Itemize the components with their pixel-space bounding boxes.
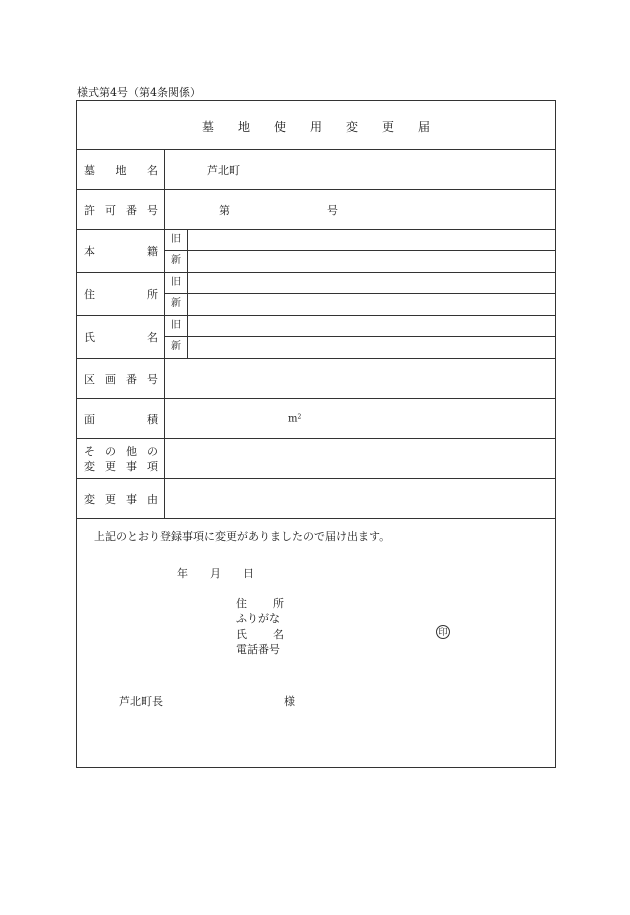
- name-old-label: 旧: [165, 316, 188, 336]
- name-new-row: [165, 337, 555, 358]
- row-plot-number: [77, 359, 555, 399]
- honseki-new-label: 新: [165, 251, 188, 272]
- title-row: [77, 101, 555, 150]
- honseki-old-row: [165, 230, 555, 251]
- date-year: 年: [177, 567, 188, 580]
- addressee-mayor: 芦北町長: [119, 695, 163, 708]
- name-old-row: [165, 316, 555, 337]
- date-day: 日: [243, 567, 254, 580]
- name-new-label: 新: [165, 337, 188, 358]
- area-unit: $m^2$: [288, 413, 302, 424]
- applicant-furigana: ふりがな: [236, 612, 280, 625]
- address-new-label: 新: [165, 294, 188, 315]
- seal-mark: 印: [436, 625, 450, 639]
- row-area: [77, 399, 555, 439]
- applicant-name: [236, 626, 284, 642]
- date-line: [177, 565, 254, 581]
- applicant-name-label: 氏 名: [236, 628, 284, 641]
- applicant-phone: 電話番号: [236, 643, 280, 656]
- label-honseki: 本 籍: [84, 245, 158, 258]
- row-reason: [77, 479, 555, 519]
- label-permit-number: 許 可 番 号: [84, 203, 158, 217]
- declaration-text: 上記のとおり登録事項に変更がありましたので届け出ます。: [94, 530, 391, 543]
- address-new-row: [165, 294, 555, 315]
- row-name: [77, 316, 555, 359]
- address-old-label: 旧: [165, 273, 188, 293]
- row-honseki: [77, 230, 555, 273]
- label-area: 面 積: [84, 412, 158, 426]
- date-month: 月: [210, 567, 221, 580]
- honseki-new-row: [165, 251, 555, 272]
- change-notification-form: [76, 100, 556, 768]
- form-title: 墓地使用変更届: [201, 120, 454, 134]
- honseki-old-label: 旧: [165, 230, 188, 250]
- addressee-honorific: 様: [284, 695, 295, 708]
- label-name: 氏 名: [84, 331, 158, 344]
- row-cemetery-name: [77, 150, 555, 190]
- label-address: 住 所: [84, 288, 158, 301]
- label-plot-number: 区 画 番 号: [84, 372, 158, 386]
- form-caption: 様式第4号（第4条関係）: [77, 86, 201, 99]
- applicant-address-label: 住 所: [236, 597, 284, 610]
- row-other-changes: [77, 439, 555, 479]
- label-other-changes: そ の 他 の 変 更 事 項: [84, 444, 158, 473]
- cemetery-name-value: 芦北町: [207, 163, 240, 177]
- applicant-address: [236, 595, 284, 611]
- label-cemetery-name: 墓 地 名: [84, 163, 158, 177]
- address-old-row: [165, 273, 555, 294]
- label-reason: 変 更 事 由: [84, 492, 158, 506]
- row-address: [77, 273, 555, 316]
- permit-go: 号: [327, 203, 338, 217]
- permit-dai: 第: [219, 203, 230, 217]
- row-permit-number: [77, 190, 555, 230]
